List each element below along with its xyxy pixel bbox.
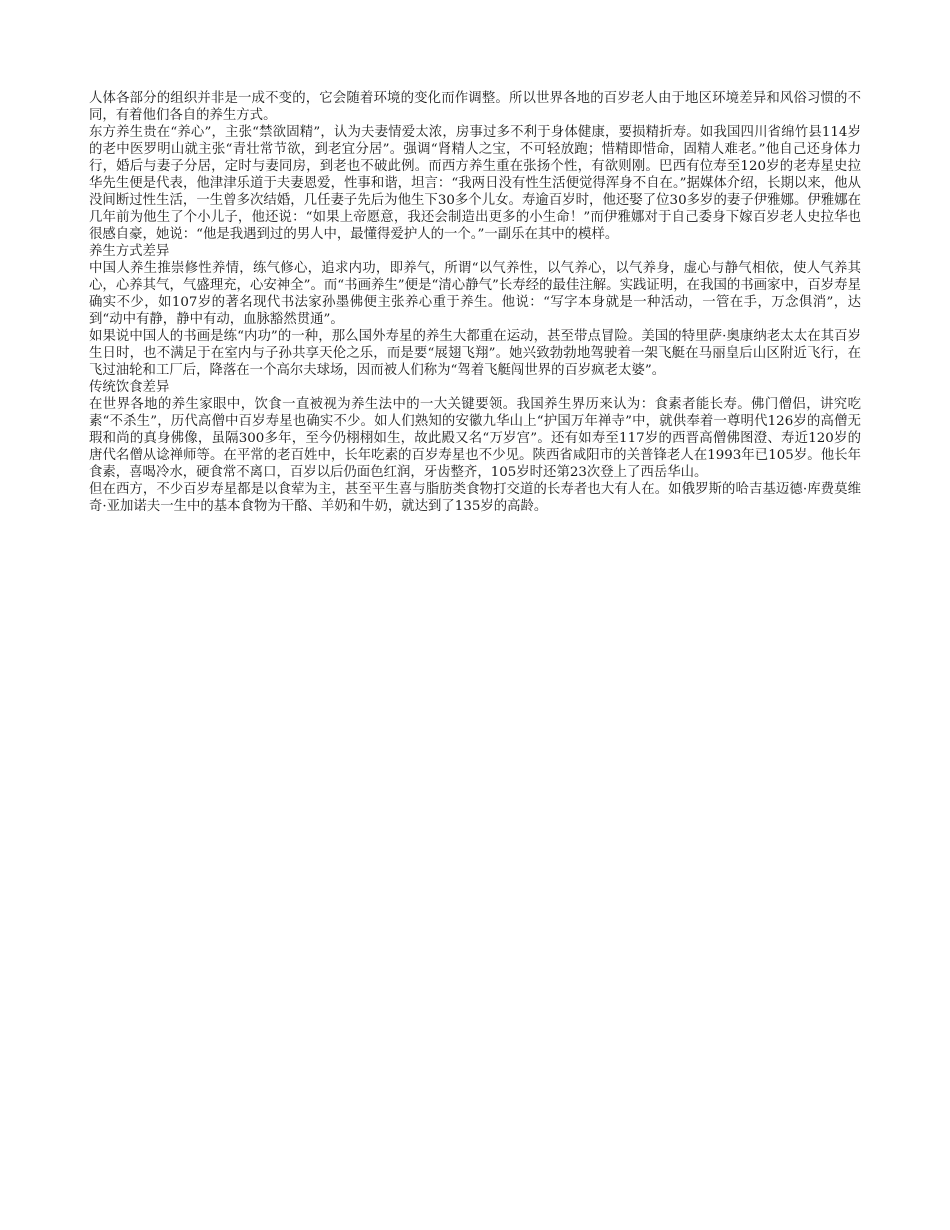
document-body	[89, 90, 861, 515]
chinese-cultivation-paragraph: 中国人养生推崇修性养情，练气修心，追求内功，即养气，所谓“以气养性，以气养心，以气养身，虚心与静气相依，使人气养其心，心养其气，气盛理充，心安神全”。而“书画养生”便是“清心静气”长寿经的最佳注解。实践证明，在我国的书画家中，百岁寿星确实不少，如107岁的著名现代书法家孙墨佛便主张养心重于养生。他说：“写字本身就是一种活动，一管在手，万念俱消”，达到“动中有静，静中有动，血脉豁然贯通”。	[89, 261, 861, 327]
foreign-exercise-paragraph: 如果说中国人的书画是练“内功”的一种，那么国外寿星的养生大都重在运动，甚至带点冒险。美国的特里萨·奥康纳老太太在其百岁生日时，也不满足于在室内与子孙共享天伦之乐，而是要“展翅飞翔”。她兴致勃勃地驾驶着一架飞艇在马丽皇后山区附近飞行，在飞过油轮和工厂后，降落在一个高尔夫球场，因而被人们称为“驾着飞艇闯世界的百岁疯老太婆”。	[89, 329, 861, 378]
section-heading-diet: 传统饮食差异	[89, 380, 170, 395]
vegetarian-paragraph: 在世界各地的养生家眼中，饮食一直被视为养生法中的一大关键要领。我国养生界历来认为：食素者能长寿。佛门僧侣，讲究吃素“不杀生”，历代高僧中百岁寿星也确实不少。如人们熟知的安徽九华山上“护国万年禅寺”中，就供奉着一尊明代126岁的高僧无瑕和尚的真身佛像，虽隔300多年，至今仍栩栩如生，故此殿又名“万岁宫”。还有如寿至117岁的西晋高僧佛图澄、寿近120岁的唐代名僧从谂禅师等。在平常的老百姓中，长年吃素的百岁寿星也不少见。陕西省咸阳市的关普锋老人在1993年已105岁。他长年食素，喜喝冷水，硬食常不离口，百岁以后仍面色红润，牙齿整齐，105岁时还第23次登上了西岳华山。	[89, 397, 861, 480]
east-west-paragraph: 东方养生贵在“养心”，主张“禁欲固精”，认为夫妻情爱太浓，房事过多不利于身体健康，要损精折寿。如我国四川省绵竹县114岁的老中医罗明山就主张“青壮常节欲，到老宜分居”。强调“肾精人之宝，不可轻放跑；惜精即惜命，固精人难老。”他自己还身体力行，婚后与妻子分居，定时与妻同房，到老也不破此例。而西方养生重在张扬个性，有欲则刚。巴西有位寿至120岁的老寿星史拉华先生便是代表，他津津乐道于夫妻恩爱，性事和谐，坦言：“我两日没有性生活便觉得浑身不自在。”据媒体介绍，长期以来，他从没间断过性生活，一生曾多次结婚，几任妻子先后为他生下30多个儿女。寿逾百岁时，他还娶了位30多岁的妻子伊雅娜。伊雅娜在几年前为他生了个小儿子，他还说：“如果上帝愿意，我还会制造出更多的小生命！”而伊雅娜对于自己委身下嫁百岁老人史拉华也很感自豪，她说：“他是我遇到过的男人中，最懂得爱护人的一个。”一副乐在其中的模样。	[89, 125, 861, 242]
western-diet-paragraph: 但在西方，不少百岁寿星都是以食荤为主，甚至平生喜与脂肪类食物打交道的长寿者也大有人在。如俄罗斯的哈吉基迈德·库费莫维奇·亚加诺夫一生中的基本食物为干酪、羊奶和牛奶，就达到了135岁的高龄。	[89, 482, 861, 514]
section-heading-lifestyle: 养生方式差异	[89, 244, 170, 259]
intro-paragraph: 人体各部分的组织并非是一成不变的，它会随着环境的变化而作调整。所以世界各地的百岁老人由于地区环境差异和风俗习惯的不同，有着他们各自的养生方式。	[89, 91, 861, 123]
